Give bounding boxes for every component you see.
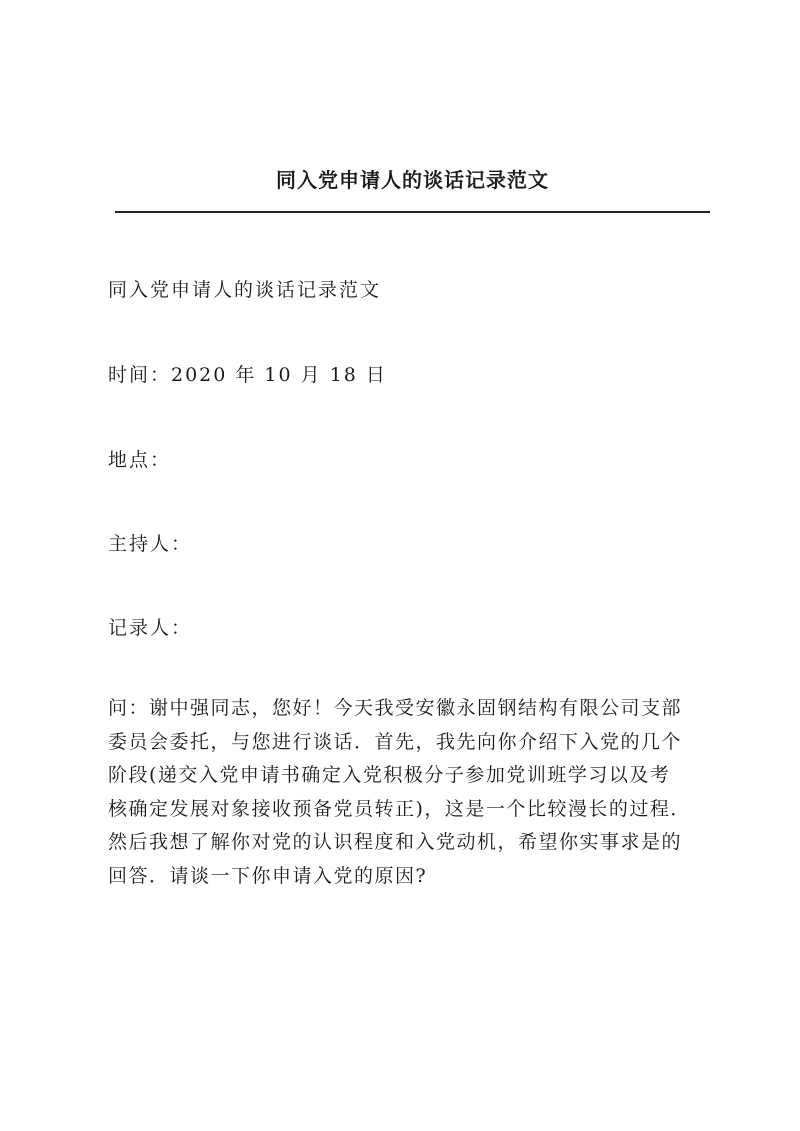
question-line: 然后我想了解你对党的认识程度和入党动机，希望你实事求是的 bbox=[108, 831, 683, 853]
place-field: 地点： bbox=[108, 449, 172, 471]
document-title: 同入党申请人的谈话记录范文 bbox=[276, 168, 549, 192]
question-line: 核确定发展对象接收预备党员转正)，这是一个比较漫长的过程． bbox=[108, 797, 691, 820]
question-paragraph bbox=[108, 692, 712, 893]
recorder-field: 记录人： bbox=[108, 617, 193, 639]
host-field: 主持人： bbox=[108, 533, 193, 555]
question-line: 回答．请谈一下你申请入党的原因? bbox=[108, 864, 428, 887]
question-line: 委员会委托，与您进行谈话．首先，我先向你介绍下入党的几个 bbox=[108, 730, 683, 753]
question-line: 问：谢中强同志，您好！今天我受安徽永固钢结构有限公司支部 bbox=[108, 697, 683, 719]
title-underline bbox=[115, 211, 710, 213]
question-line: 阶段(递交入党申请书确定入党积极分子参加党训班学习以及考 bbox=[108, 764, 671, 786]
subtitle: 同入党申请人的谈话记录范文 bbox=[108, 279, 382, 301]
time-field: 时间：2020 年 10 月 18 日 bbox=[108, 364, 387, 386]
